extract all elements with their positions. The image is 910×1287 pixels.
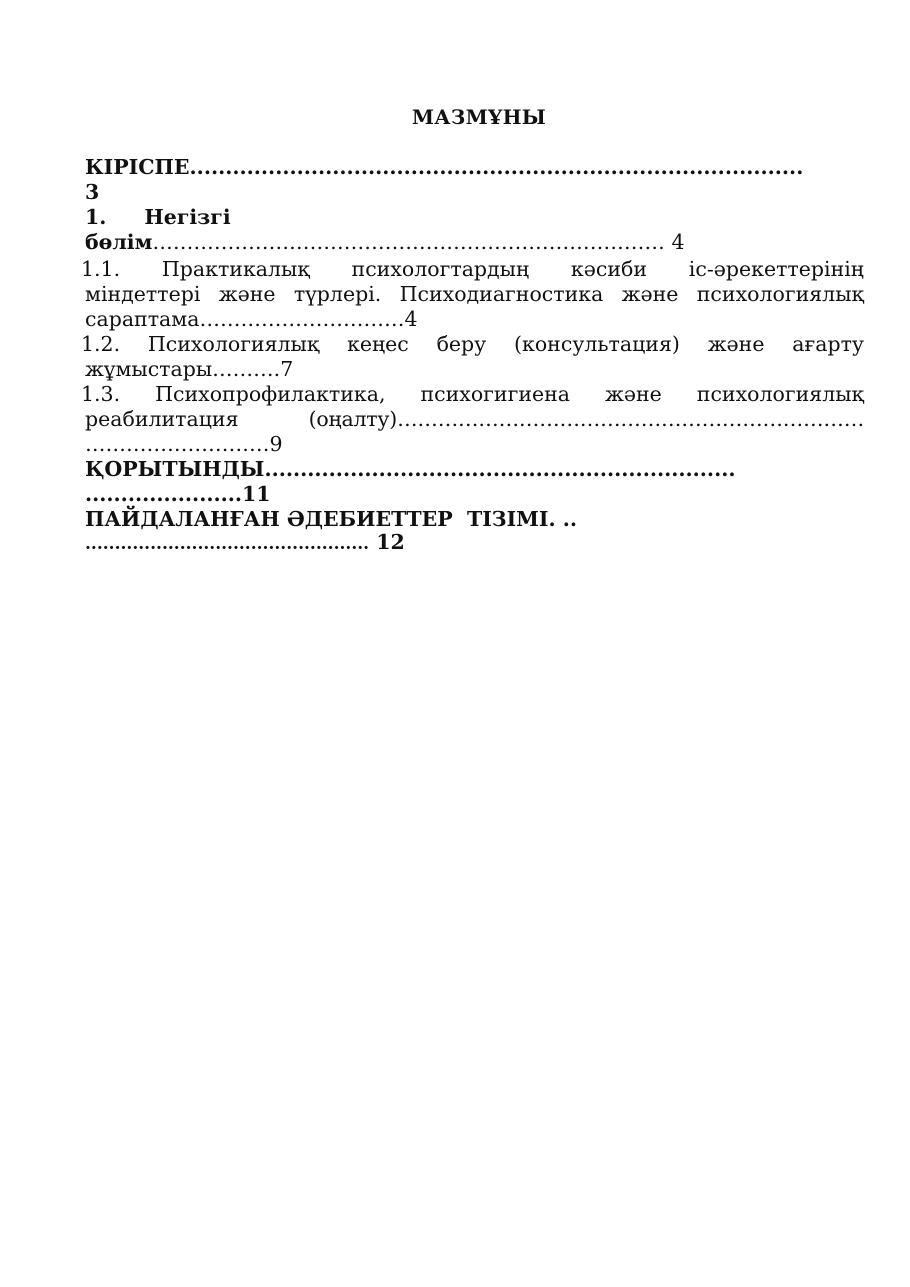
toc-intro-label: КІРІСПЕ [85, 155, 190, 179]
toc-part1-word1: Негізгі [144, 205, 231, 229]
toc-text: реабилитация [85, 407, 239, 431]
toc-text: Психологиялық [147, 332, 320, 356]
toc-text: психогигиена [420, 382, 571, 406]
toc-conclusion-page: 11 [242, 482, 271, 506]
toc-text: кәсиби [570, 257, 648, 281]
toc-1-3-line1 [81, 382, 864, 407]
toc-part1-leader: ………………………………………………………………… [152, 230, 665, 254]
toc-1-3-line2 [85, 407, 864, 432]
toc-text: Психодиагностика [399, 282, 604, 306]
toc-1-1-line3: сараптама…………………………4 [85, 307, 418, 331]
toc-references-page-line [85, 530, 405, 557]
toc-part1-page: 4 [671, 230, 685, 254]
toc-part1-line [85, 230, 684, 255]
toc-text: және [621, 282, 679, 306]
toc-1-1-line1 [81, 257, 864, 282]
toc-references-label: ПАЙДАЛАНҒАН ӘДЕБИЕТТЕР ТІЗІМІ. .. [85, 507, 577, 531]
toc-text: және [707, 332, 765, 356]
toc-conclusion-leader: .................................................................. [264, 457, 736, 481]
toc-text: кеңес [347, 332, 409, 356]
toc-text: психологиялық [696, 382, 864, 406]
toc-intro-leader: ...................................................................................... [189, 155, 804, 179]
toc-text: Психопрофилактика, [155, 382, 386, 406]
toc-references-leader: ................................................ [85, 534, 370, 554]
toc-part1-word2: бөлім [85, 230, 153, 254]
toc-text: іс-әрекеттерінің [688, 257, 864, 281]
toc-text: түрлері. [293, 282, 382, 306]
toc-1-1-number: 1.1. [81, 257, 121, 281]
toc-text: ағарту [792, 332, 864, 356]
toc-conclusion-label: ҚОРЫТЫНДЫ [85, 457, 265, 481]
toc-conclusion-line [85, 457, 735, 482]
toc-1-3-number: 1.3. [81, 382, 121, 406]
toc-text: Практикалық [161, 257, 310, 281]
toc-text: беру [436, 332, 487, 356]
toc-conclusion-page-line [85, 482, 271, 507]
toc-title: МАЗМҰНЫ [411, 105, 547, 129]
toc-text: (оңалту)…………………………………………………………… [308, 407, 864, 431]
toc-references-page: 12 [376, 530, 405, 554]
toc-intro-page: 3 [85, 180, 100, 204]
toc-1-1-line2 [85, 282, 864, 307]
toc-intro-line [85, 155, 803, 180]
toc-conclusion-leader2: ...................... [85, 482, 243, 506]
toc-text: психологиялық [696, 282, 864, 306]
toc-text: және [218, 282, 276, 306]
toc-part1-num: 1. [85, 205, 107, 229]
toc-1-2-line1 [81, 332, 864, 357]
toc-text: психологтардың [351, 257, 530, 281]
toc-text: міндеттері [85, 282, 201, 306]
toc-part1-heading [85, 205, 231, 230]
toc-text: (консультация) [514, 332, 680, 356]
toc-1-3-line3: ………………………9 [85, 432, 283, 456]
toc-1-2-line2: жұмыстары……….7 [85, 357, 294, 381]
toc-1-2-number: 1.2. [81, 332, 121, 356]
toc-text: және [605, 382, 662, 406]
